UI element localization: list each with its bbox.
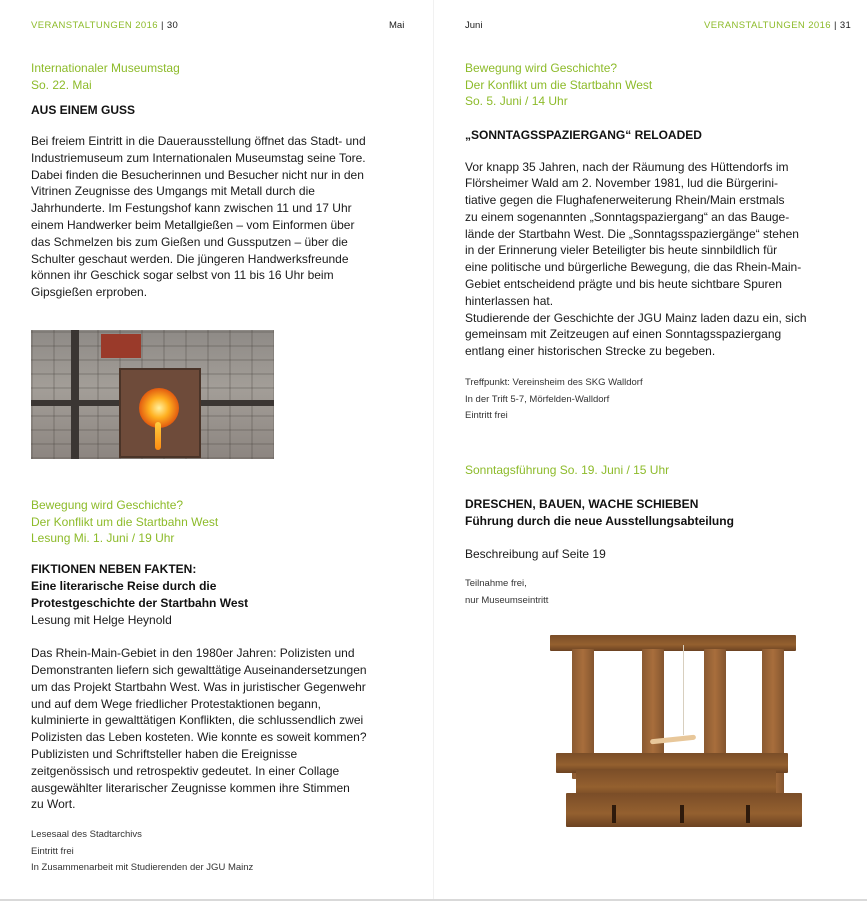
month-label: Juni <box>465 20 483 31</box>
right-running-header: VERANSTALTUNGEN 2016 | 31 <box>704 20 852 31</box>
event-sonntagsspaziergang <box>465 60 855 425</box>
page-reference: Beschreibung auf Seite 19 <box>465 546 606 561</box>
page-number: 31 <box>839 20 852 31</box>
month-label: Mai <box>389 20 405 31</box>
event-kicker: Sonntagsführung So. 19. Juni / 15 Uhr <box>465 463 670 477</box>
event-museumstag <box>31 60 411 301</box>
left-running-header: VERANSTALTUNGEN 2016 | 30 <box>31 20 179 31</box>
event-sonntagsfuehrung <box>465 462 855 609</box>
event-title: DRESCHEN, BAUEN, WACHE SCHIEBEN Führung durch die neue Ausstellungsabteilung <box>465 496 734 528</box>
event-fiktionen <box>31 497 416 877</box>
event-info: Lesesaal des Stadtarchivs Eintritt frei In Zusammenarbeit mit Studierenden der JGU Mainz <box>31 829 254 874</box>
wooden-press-photo <box>546 633 802 833</box>
series-label: VERANSTALTUNGEN 2016 <box>31 20 158 31</box>
event-title: FIKTIONEN NEBEN FAKTEN: Eine literarische Reise durch die Protestgeschichte der Startbahn West <box>31 561 249 610</box>
event-kicker: Bewegung wird Geschichte? Der Konflikt um die Startbahn West Lesung Mi. 1. Juni / 19 Uhr <box>31 498 219 545</box>
page-number: 30 <box>166 20 179 31</box>
series-label: VERANSTALTUNGEN 2016 <box>704 20 831 31</box>
event-info: Treffpunkt: Vereinsheim des SKG Walldorf In der Trift 5-7, Mörfelden-Walldorf Eintritt frei <box>465 377 643 422</box>
metal-casting-photo <box>31 330 274 459</box>
event-info: Teilnahme frei, nur Museumseintritt <box>465 578 549 606</box>
event-title: „SONNTAGSSPAZIERGANG“ RELOADED <box>465 127 702 142</box>
event-title: AUS EINEM GUSS <box>31 103 136 117</box>
event-description: Bei freiem Eintritt in die Dauerausstellung öffnet das Stadt- und Industriemuseum zum Internationalen Museumstag seine Tore. Dabei finden die Besucherinnen und Besucher nicht nur in den Vitrinen Zeugnisse des Umgangs mit Metall durch die Jahrhunderte. Im Festungshof kann zwischen 11 und 17 Uhr einem Handwerker beim Metallgießen – vom Einformen über das Schmelzen bis zum Gießen und Gussputzen – über die Schulter geschaut werden. Die jüngeren Handwerksfreunde können ihr Geschick sogar selbst von 11 bis 16 Uhr beim Gipsgießen erproben. <box>31 134 366 300</box>
event-description: Das Rhein-Main-Gebiet in den 1980er Jahren: Polizisten und Demonstranten liefern sich gewalttätige Auseinandersetzungen um das Projekt Startbahn West. Was in juristischer Gegenwehr und auf dem Wege friedlicher Protestaktionen begann, kulminierte in gewalttätigen Konflikten, die schlussendlich zwei Polizisten das Leben kosteten. Wie konnte es soweit kommen? Publizisten und Schriftsteller haben die Ereignisse zeitgenössisch und retrospektiv gedeutet. In einer Collage ausgewählter literarischer Zeugnisse kommen ihre Stimmen zu Wort. <box>31 646 367 812</box>
event-subtitle: Lesung mit Helge Heynold <box>31 612 172 627</box>
event-description: Vor knapp 35 Jahren, nach der Räumung des Hüttendorfs im Flörsheimer Wald am 2. November 1981, lud die Bürgerini- tiative gegen die Flughafenerweiterung Rhein/Main erstmals zu einem sogenannten „Sonntagspaziergang“ an das Bauge- lände der Startbahn West. Die „Sonntagsspaziergänge“ stehen in der Erinnerung vieler Beteiligter bis heute sinnbildlich für eine politische und bürgerliche Bewegung, die das Rhein-Main- Gebiet entscheidend prägte und bis heute sichtbare Spuren hinterlassen hat. Studierende der Geschichte der JGU Mainz laden dazu ein, sich gemeinsam mit Zeitzeugen auf einen Sonntagsspaziergang entlang einer historischen Strecke zu begeben. <box>465 159 807 359</box>
event-kicker: Internationaler Museumstag So. 22. Mai <box>31 61 180 92</box>
left-page <box>0 0 433 901</box>
event-kicker: Bewegung wird Geschichte? Der Konflikt um die Startbahn West So. 5. Juni / 14 Uhr <box>465 61 653 108</box>
